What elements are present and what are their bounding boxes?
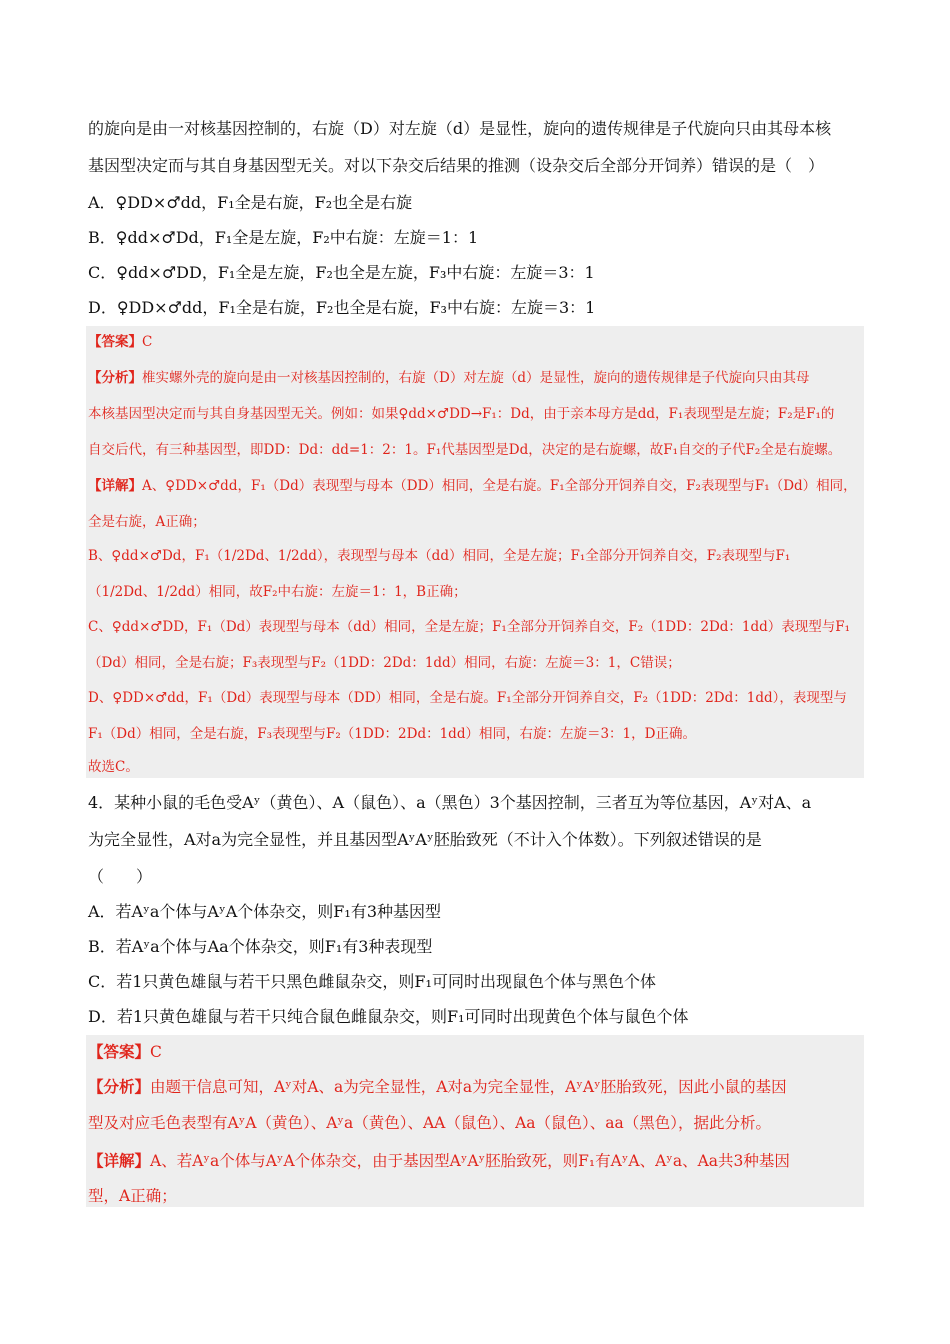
q3-detail-line8: F₁（Dd）相同，全是右旋，F₃表现型与F₂（1DD：2Dd：1dd）相同，右旋：左旋＝3：1，D正确。 (88, 726, 696, 742)
q4-analysis-line2: 型及对应毛色表型有AʸA（黄色）、Aʸa（黄色）、AA（鼠色）、Aa（鼠色）、aa（黑色），据此分析。 (88, 1114, 772, 1132)
q3-option-d: D．♀DD×♂dd，F₁全是右旋，F₂也全是右旋，F₃中右旋：左旋＝3：1 (88, 298, 596, 317)
q3-analysis-line2: 本核基因型决定而与其自身基因型无关。例如：如果♀dd×♂DD→F₁：Dd，由于亲本母方是dd，F₁表现型是左旋；F₂是F₁的 (88, 406, 835, 422)
q4-stem-line2: 为完全显性，A对a为完全显性，并且基因型AʸAʸ胚胎致死（不计入个体数）。下列叙述错误的是 (88, 830, 762, 849)
detail-tag: 【详解】 (88, 478, 142, 494)
q3-analysis-line3: 自交后代，有三种基因型，即DD：Dd：dd=1：2：1。F₁代基因型是Dd，决定的是右旋螺，故F₁自交的子代F₂全是右旋螺。 (88, 442, 842, 458)
q4-detail-line2: 型，A正确； (88, 1187, 177, 1205)
q3-analysis-line1: 【分析】椎实螺外壳的旋向是由一对核基因控制的，右旋（D）对左旋（d）是显性，旋向的遗传规律是子代旋向只由其母 (88, 370, 810, 386)
q3-detail-line1: 【详解】A、♀DD×♂dd，F₁（Dd）表现型与母本（DD）相同，全是右旋。F₁全部分开饲养自交，F₂表现型与F₁（Dd）相同， (88, 478, 857, 494)
q4-option-c: C．若1只黄色雄鼠与若干只黑色雌鼠杂交，则F₁可同时出现鼠色个体与黑色个体 (88, 972, 656, 991)
analysis-tag: 【分析】 (88, 1077, 151, 1096)
q4-option-a: A．若Aʸa个体与AʸA个体杂交，则F₁有3种基因型 (88, 902, 442, 921)
q3-detail-line7: D、♀DD×♂dd，F₁（Dd）表现型与母本（DD）相同，全是右旋。F₁全部分开饲养自交，F₂（1DD：2Dd：1dd），表现型与 (88, 690, 847, 706)
q3-stem-line1: 的旋向是由一对核基因控制的，右旋（D）对左旋（d）是显性，旋向的遗传规律是子代旋向只由其母本核 (88, 119, 832, 138)
q4-option-b: B．若Aʸa个体与Aa个体杂交，则F₁有3种表现型 (88, 937, 433, 956)
q4-option-d: D．若1只黄色雄鼠与若干只纯合鼠色雌鼠杂交，则F₁可同时出现黄色个体与鼠色个体 (88, 1007, 689, 1026)
analysis-tag: 【分析】 (88, 370, 142, 386)
q3-stem-line2: 基因型决定而与其自身基因型无关。对以下杂交后结果的推测（设杂交后全部分开饲养）错误的是（ ） (88, 156, 825, 175)
answer-tag: 【答案】 (88, 334, 142, 350)
q4-answer (88, 1041, 162, 1063)
q3-detail-line9: 故选C。 (88, 759, 139, 775)
q3-answer (88, 332, 152, 352)
q3-detail-line6: （Dd）相同，全是右旋；F₃表现型与F₂（1DD：2Dd：1dd）相同，右旋：左旋＝3：1，C错误； (88, 655, 681, 671)
q4-detail-line1: 【详解】A、若Aʸa个体与AʸA个体杂交，由于基因型AʸAʸ胚胎致死，则F₁有AʸA、Aʸa、Aa共3种基因 (88, 1151, 790, 1170)
q3-option-a: A．♀DD×♂dd，F₁全是右旋，F₂也全是右旋 (88, 193, 413, 212)
q3-detail-line5: C、♀dd×♂DD，F₁（Dd）表现型与母本（dd）相同，全是左旋；F₁全部分开饲养自交，F₂（1DD：2Dd：1dd）表现型与F₁ (88, 619, 851, 635)
q3-detail-line2: 全是右旋，A正确； (88, 514, 206, 530)
answer-tag: 【答案】 (88, 1042, 151, 1061)
q3-option-c: C．♀dd×♂DD，F₁全是左旋，F₂也全是左旋，F₃中右旋：左旋＝3：1 (88, 263, 595, 282)
q4-stem-line1: 4．某种小鼠的毛色受Aʸ（黄色）、A（鼠色）、a（黑色）3个基因控制，三者互为等位基因，Aʸ对A、a (88, 793, 812, 812)
detail-tag: 【详解】 (88, 1151, 151, 1170)
answer-value: C (150, 1043, 162, 1061)
q3-option-b: B．♀dd×♂Dd，F₁全是左旋，F₂中右旋：左旋＝1：1 (88, 228, 479, 247)
q4-analysis-line1: 【分析】由题干信息可知，Aʸ对A、a为完全显性，A对a为完全显性，AʸAʸ胚胎致死，因此小鼠的基因 (88, 1077, 787, 1096)
q4-stem-line3: （ ） (88, 867, 153, 886)
q3-detail-line4: （1/2Dd、1/2dd）相同，故F₂中右旋：左旋＝1：1，B正确； (88, 584, 467, 600)
answer-value: C (142, 334, 153, 350)
q3-detail-line3: B、♀dd×♂Dd，F₁（1/2Dd、1/2dd），表现型与母本（dd）相同，全是左旋；F₁全部分开饲养自交，F₂表现型与F₁ (88, 548, 791, 564)
